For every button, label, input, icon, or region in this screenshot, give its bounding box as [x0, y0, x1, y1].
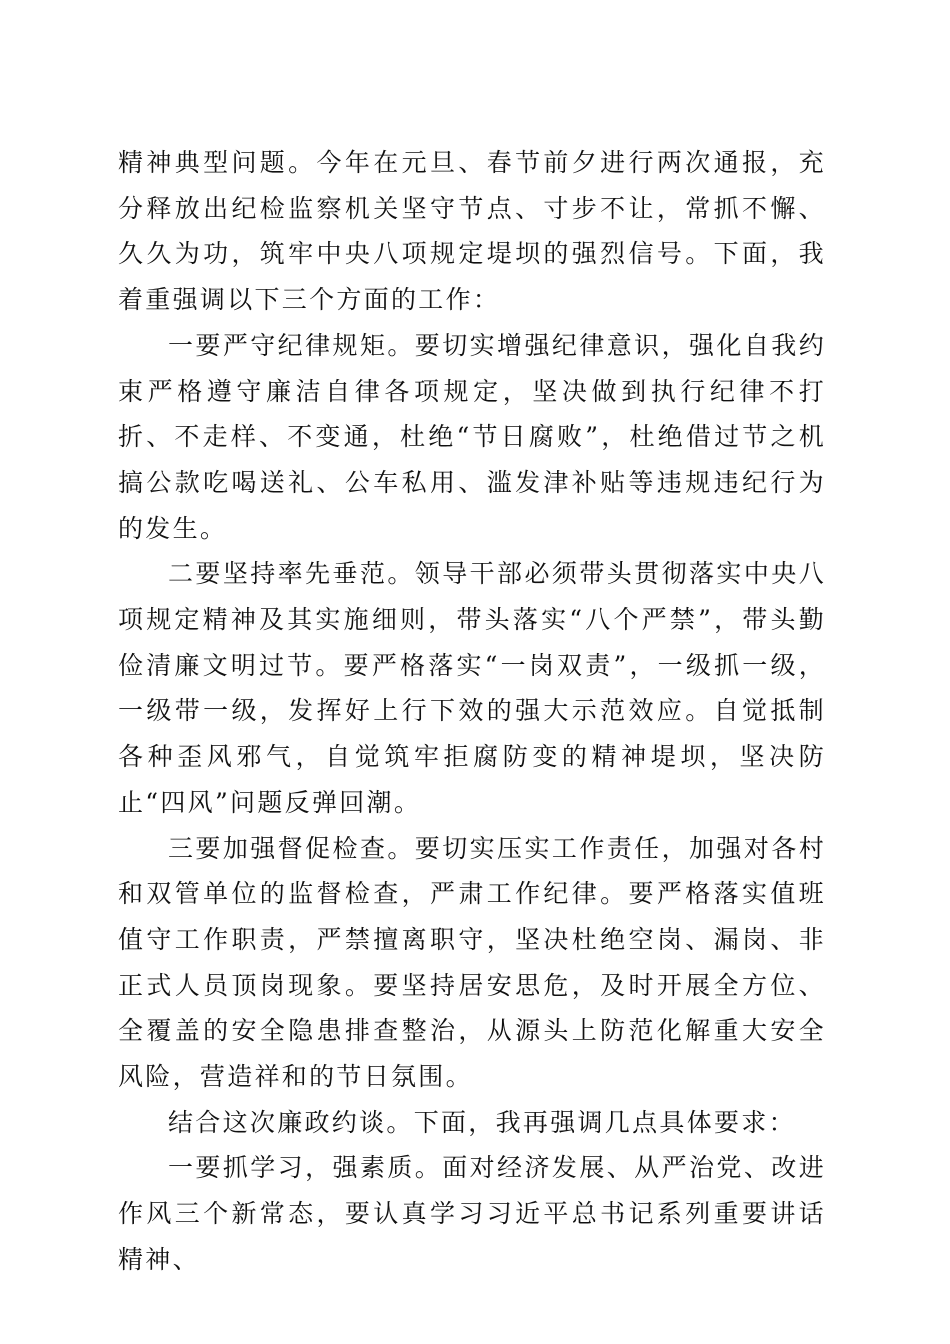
paragraph-requirements-intro: 结合这次廉政约谈。下面，我再强调几点具体要求： [168, 1107, 796, 1137]
paragraph-continuation: 精神典型问题。今年在元旦、春节前夕进行两次通报，充分释放出纪检监察机关坚守节点、寸步不让，常抓不懈、久久为功，筑牢中央八项规定堤坝的强烈信号。下面，我着重强调以下三个方面的工作： [118, 148, 826, 315]
document-body [118, 140, 826, 1283]
paragraph-strict-discipline: 一要严守纪律规矩。要切实增强纪律意识，强化自我约束严格遵守廉洁自律各项规定，坚决做到执行纪律不打折、不走样、不变通，杜绝“节日腐败”，杜绝借过节之机搞公款吃喝送礼、公车私用、滥发津补贴等违规违纪行为的发生。 [118, 330, 826, 543]
paragraph-supervision: 三要加强督促检查。要切实压实工作责任，加强对各村和双管单位的监督检查，严肃工作纪律。要严格落实值班值守工作职责，严禁擅离职守，坚决杜绝空岗、漏岗、非正式人员顶岗现象。要坚持居安思危，及时开展全方位、全覆盖的安全隐患排查整治，从源头上防范化解重大安全风险，营造祥和的节日氛围。 [118, 833, 826, 1092]
paragraph-lead-by-example: 二要坚持率先垂范。领导干部必须带头贯彻落实中央八项规定精神及其实施细则，带头落实“八个严禁”，带头勤俭清廉文明过节。要严格落实“一岗双责”，一级抓一级，一级带一级，发挥好上行下效的强大示范效应。自觉抵制各种歪风邪气，自觉筑牢拒腐防变的精神堤坝，坚决防止“四风”问题反弹回潮。 [118, 559, 826, 817]
paragraph-study: 一要抓学习，强素质。面对经济发展、从严治党、改进作风三个新常态，要认真学习习近平总书记系列重要讲话精神、 [118, 1153, 826, 1274]
